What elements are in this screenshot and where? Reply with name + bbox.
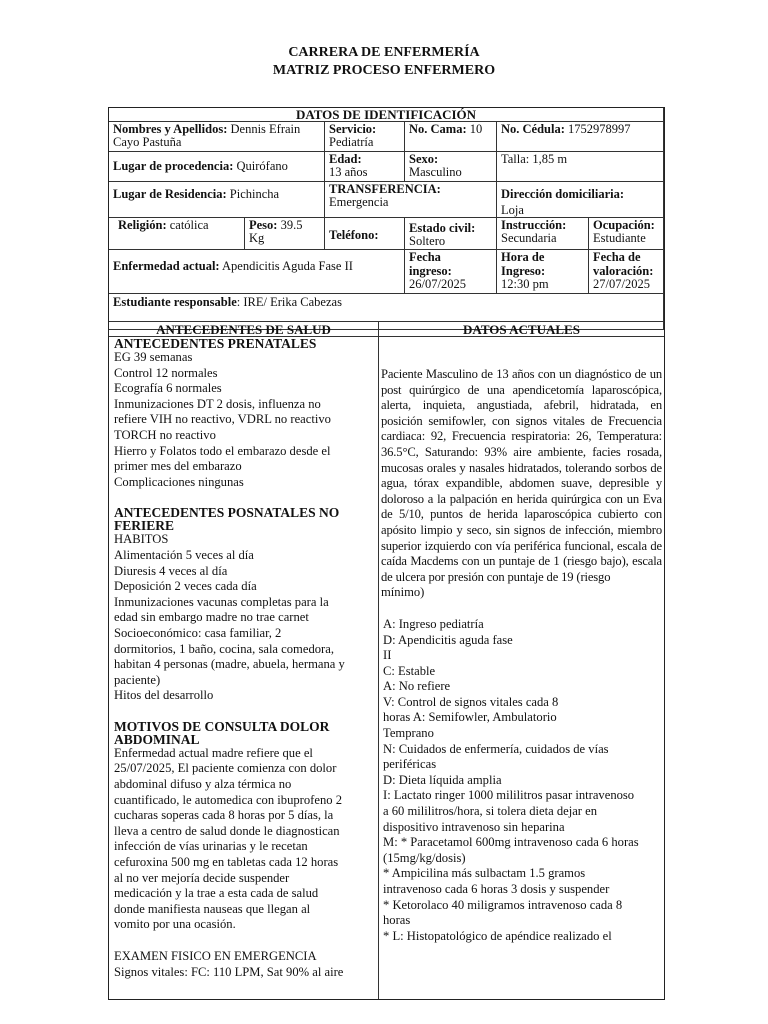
servicio-value: Pediatría [329, 134, 374, 149]
religion-value: católica [169, 218, 209, 232]
transferencia-value: Emergencia [329, 194, 389, 209]
procedencia-cell [109, 152, 325, 182]
actuales-line: D: Apendicitis aguda fase [383, 632, 513, 647]
actuales-line: A: Ingreso pediatría [383, 616, 484, 631]
edad-cell [325, 152, 405, 182]
sexo-label: Sexo: [409, 152, 439, 166]
cedula-label: No. Cédula: [501, 122, 565, 136]
nombres-cell [109, 122, 325, 152]
actuales-line: * L: Histopatológico de apéndice realizado el [383, 928, 612, 943]
edad-label: Edad: [329, 152, 362, 166]
actuales-line: dispositivo intravenoso sin heparina [383, 819, 565, 834]
peso-value: 39.5 Kg [249, 218, 303, 245]
enfermedad-label: Enfermedad actual: [113, 259, 220, 273]
instruccion-label: Instrucción: [501, 218, 567, 232]
motivos-line: donde manifiesta nauseas que llegan al [114, 901, 311, 916]
procedencia-label: Lugar de procedencia: [113, 159, 234, 173]
motivos-line: lleva a centro de salud donde le diagnostican [114, 823, 340, 838]
examen-title: EXAMEN FISICO EN EMERGENCIA [114, 949, 317, 963]
posnatales-line: Deposición 2 veces cada día [114, 579, 257, 594]
actuales-line: V: Control de signos vitales cada 8 [383, 694, 559, 709]
motivos-list [114, 746, 375, 933]
actuales-line: D: Dieta líquida amplia [383, 772, 502, 787]
spacer [381, 601, 662, 617]
sexo-cell [405, 152, 497, 182]
residencia-label: Lugar de Residencia: [113, 187, 227, 201]
datos-actuales-header: DATOS ACTUALES [463, 322, 580, 336]
hora-ingreso-value: 12:30 pm [501, 277, 549, 291]
estudiante-cell [109, 294, 664, 322]
posnatales-title: ANTECEDENTES POSNATALES NO FERIERE [114, 505, 340, 534]
posnatales-line: Inmunizaciones vacunas completas para la [114, 594, 329, 609]
actuales-line: a 60 mililitros/hora, si tolera dieta dejar en [383, 804, 598, 819]
nombres-value: Dennis Efrain Cayo Pastuña [113, 122, 301, 149]
procedencia-value: Quirófano [236, 159, 288, 173]
motivos-line: medicación y la trae a esta cada de salud [114, 886, 319, 901]
fecha-valoracion-value: 27/07/2025 [593, 277, 650, 291]
actuales-line: * Ampicilina más sulbactam 1.5 gramos [383, 866, 586, 881]
document-title: CARRERA DE ENFERMERÍA [288, 45, 480, 60]
estudiante-value: : IRE/ Erika Cabezas [236, 295, 342, 309]
servicio-cell [325, 122, 405, 152]
actuales-line: N: Cuidados de enfermería, cuidados de vías [383, 741, 609, 756]
motivos-line: Enfermedad actual madre refiere que el [114, 745, 313, 760]
motivos-title: MOTIVOS DE CONSULTA DOLOR ABDOMINAL [114, 718, 330, 747]
talla-value: 1,85 m [532, 152, 568, 166]
ocupacion-value: Estudiante [593, 230, 646, 245]
actuales-line: II [383, 648, 392, 663]
edad-value: 13 años [329, 164, 368, 179]
direccion-cell [497, 182, 664, 218]
posnatales-list [114, 532, 375, 704]
estado-civil-value: Soltero [409, 233, 446, 248]
antecedentes-column [109, 337, 379, 999]
motivos-line: cuantificado, le automedica con ibuprofeno 2 [114, 792, 342, 807]
section-title-identificacion: DATOS DE IDENTIFICACIÓN [109, 108, 664, 122]
transferencia-cell [325, 182, 497, 218]
actuales-line: * Ketorolaco 40 miligramos intravenoso cada 8 [383, 897, 623, 912]
prenatales-line: Inmunizaciones DT 2 dosis, influenza no [114, 396, 321, 411]
posnatales-line: edad sin embargo madre no trae carnet [114, 610, 309, 625]
peso-label: Peso: [249, 218, 278, 232]
spacer [114, 490, 375, 506]
telefono-label: Teléfono: [329, 228, 379, 242]
prenatales-line: EG 39 semanas [114, 350, 193, 364]
datos-actuales-column [379, 337, 664, 999]
motivos-line: 25/07/2025, El paciente comienza con dolor [114, 761, 337, 776]
fecha-valoracion-cell [589, 250, 664, 294]
posnatales-line: Alimentación 5 veces al día [114, 547, 254, 562]
prenatales-list [114, 350, 375, 490]
instruccion-value: Secundaria [501, 230, 557, 245]
prenatales-line: Ecografía 6 normales [114, 381, 222, 396]
hora-ingreso-cell [497, 250, 589, 294]
cama-value: 10 [469, 122, 483, 136]
posnatales-line: Diuresis 4 veces al día [114, 563, 228, 578]
prenatales-title: ANTECEDENTES PRENATALES [114, 337, 317, 351]
nombres-label: Nombres y Apellidos: [113, 122, 228, 136]
prenatales-line: TORCH no reactivo [114, 427, 216, 442]
fecha-ingreso-cell [405, 250, 497, 294]
actuales-line: C: Estable [383, 663, 436, 678]
prenatales-line: Complicaciones ningunas [114, 474, 244, 489]
cama-cell [405, 122, 497, 152]
fecha-ingreso-value: 26/07/2025 [409, 277, 466, 291]
antecedentes-header: ANTECEDENTES DE SALUD [109, 322, 379, 336]
cedula-value: 1752978997 [568, 122, 631, 136]
residencia-value: Pichincha [229, 187, 280, 201]
religion-cell [109, 218, 245, 250]
document-subtitle: MATRIZ PROCESO ENFERMERO [272, 63, 496, 78]
enfermedad-value: Apendicitis Aguda Fase II [222, 259, 353, 273]
identification-form [108, 107, 665, 1000]
motivos-line: abdominal difuso y alza térmica no [114, 777, 292, 792]
prenatales-line: primer mes del embarazo [114, 459, 242, 474]
instruccion-cell [497, 218, 589, 250]
motivos-line: vomito por una ocasión. [114, 917, 236, 932]
estudiante-label: Estudiante responsable [113, 295, 237, 309]
spacer [381, 337, 662, 367]
actuales-line: horas A: Semifowler, Ambulatorio [383, 710, 557, 725]
cama-label: No. Cama: [409, 122, 467, 136]
sexo-value: Masculino [409, 164, 462, 179]
paciente-parrafo-fin: mínimo) [381, 585, 425, 600]
adcavan-list [381, 617, 662, 944]
posnatales-line: paciente) [114, 672, 161, 687]
actuales-line: M: * Paracetamol 600mg intravenoso cada 6 horas [383, 835, 639, 850]
actuales-line: I: Lactato ringer 1000 mililitros pasar intravenoso [383, 788, 635, 803]
prenatales-line: refiere VIH no reactivo, VDRL no reactivo [114, 412, 331, 427]
telefono-cell [325, 218, 405, 250]
talla-cell [497, 152, 664, 182]
estado-civil-cell [405, 218, 497, 250]
prenatales-line: Hierro y Folatos todo el embarazo desde el [114, 443, 331, 458]
fecha-ingreso-label: Fecha ingreso: [409, 250, 452, 278]
transferencia-label: TRANSFERENCIA: [329, 182, 441, 196]
enfermedad-cell [109, 250, 405, 294]
cedula-cell [497, 122, 664, 152]
talla-label: Talla: [501, 152, 530, 166]
motivos-line: cucharas soperas cada 8 horas por 5 días, la [114, 808, 334, 823]
posnatales-line: Hitos del desarrollo [114, 688, 214, 703]
hora-ingreso-label: Hora de Ingreso: [501, 250, 546, 278]
posnatales-line: Socioeconómico: casa familiar, 2 [114, 625, 282, 640]
religion-label: Religión: [118, 218, 167, 232]
prenatales-line: Control 12 normales [114, 365, 218, 380]
spacer [114, 704, 375, 720]
residencia-cell [109, 182, 325, 218]
spacer [114, 933, 375, 949]
posnatales-line: habitan 4 personas (madre, abuela, hermana y [114, 657, 345, 672]
actuales-line: Temprano [383, 726, 434, 741]
posnatales-line: HABITOS [114, 532, 169, 547]
paciente-parrafo: Paciente Masculino de 13 años con un diagnóstico de un post quirúrgico de una apendicetomía laparoscópica, alerta, inquieta, angustiada, afebril, hidratada, en posición semifowler, con signos vitales de Frecuencia cardiaca: 92, Frecuencia respiratoria: 26, Temperatura: 36.5°C, Saturando: 93% aire ambiente, facies rosada, mucosas orales y nasales hidratados, tolerando sorbos de agua, tórax expandible, abdomen suave, depresible y doloroso a la palpación en herida quirúrgica con un Eva de 5/10, puntos de herida laparoscópica cubierto con apósito limpio y seco, sin signos de infección, miembro superior izquierdo con vía periférica funcional, escala de caída Macdems con un puntaje de 1 (riesgo bajo), escala de ulcera por presión con puntaje de 19 (riesgo [381, 367, 662, 584]
ocupacion-label: Ocupación: [593, 218, 655, 232]
examen-line: Signos vitales: FC: 110 LPM, Sat 90% al aire [114, 964, 344, 979]
estado-civil-label: Estado civil: [409, 221, 476, 235]
actuales-line: intravenoso cada 6 horas 3 dosis y suspender [383, 882, 610, 896]
servicio-label: Servicio: [329, 122, 377, 136]
actuales-line: A: No refiere [383, 679, 451, 694]
motivos-line: al no ver mejoría decide suspender [114, 870, 290, 885]
direccion-label: Dirección domiciliaria: [501, 187, 625, 201]
motivos-line: infección de vías urinarias y le recetan [114, 839, 308, 854]
peso-cell [245, 218, 325, 250]
motivos-line: cefuroxina 500 mg en tabletas cada 12 horas [114, 855, 339, 870]
direccion-value: Loja [501, 202, 524, 217]
posnatales-line: dormitorios, 1 baño, cocina, sala comedora, [114, 641, 334, 656]
fecha-valoracion-label: Fecha de valoración: [593, 250, 654, 278]
ocupacion-cell [589, 218, 664, 250]
actuales-line: horas [383, 913, 411, 928]
actuales-line: periféricas [383, 757, 437, 772]
actuales-line: (15mg/kg/dosis) [383, 850, 466, 865]
